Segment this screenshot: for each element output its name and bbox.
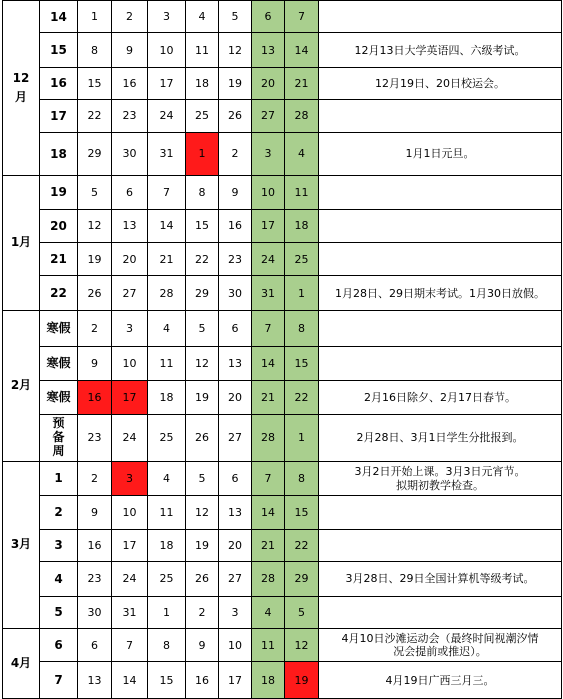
weekend-day-cell: 28 bbox=[252, 415, 285, 462]
event-note-line: 3月2日开始上课。3月3日元宵节。 bbox=[354, 465, 526, 479]
event-note bbox=[319, 310, 562, 346]
day-cell: 25 bbox=[186, 100, 219, 132]
calendar-week-row bbox=[3, 496, 562, 529]
day-cell: 19 bbox=[186, 529, 219, 561]
day-cell: 20 bbox=[219, 529, 252, 561]
day-cell: 22 bbox=[186, 243, 219, 276]
day-cell: 19 bbox=[78, 243, 112, 276]
calendar-week-row bbox=[3, 276, 562, 310]
event-note-line: 拟期初教学检查。 bbox=[396, 478, 484, 492]
day-cell: 23 bbox=[78, 562, 112, 596]
day-cell: 16 bbox=[78, 529, 112, 561]
day-cell: 5 bbox=[78, 176, 112, 209]
event-note bbox=[319, 243, 562, 276]
day-cell: 23 bbox=[219, 243, 252, 276]
day-cell: 11 bbox=[148, 496, 186, 529]
day-cell: 22 bbox=[78, 100, 112, 132]
calendar-week-row bbox=[3, 529, 562, 561]
month-label-text: 2月 bbox=[10, 378, 32, 393]
holiday-day-cell: 1 bbox=[186, 132, 219, 176]
day-cell: 27 bbox=[219, 415, 252, 462]
calendar-week-row bbox=[3, 67, 562, 99]
day-cell: 13 bbox=[78, 662, 112, 699]
weekend-day-cell: 27 bbox=[252, 100, 285, 132]
day-cell: 5 bbox=[219, 1, 252, 33]
week-number: 19 bbox=[40, 176, 78, 209]
day-cell: 13 bbox=[219, 347, 252, 380]
day-cell: 10 bbox=[112, 496, 148, 529]
day-cell: 26 bbox=[186, 562, 219, 596]
holiday-day-cell: 16 bbox=[78, 380, 112, 414]
event-note bbox=[319, 100, 562, 132]
weekend-day-cell: 31 bbox=[252, 276, 285, 310]
week-number: 22 bbox=[40, 276, 78, 310]
calendar-week-row bbox=[3, 380, 562, 414]
day-cell: 2 bbox=[112, 1, 148, 33]
calendar-week-row bbox=[3, 132, 562, 176]
day-cell: 27 bbox=[112, 276, 148, 310]
weekend-day-cell: 1 bbox=[285, 415, 319, 462]
weekend-day-cell: 11 bbox=[252, 628, 285, 661]
day-cell: 6 bbox=[219, 461, 252, 495]
day-cell: 10 bbox=[148, 33, 186, 67]
day-cell: 31 bbox=[112, 596, 148, 628]
day-cell: 2 bbox=[78, 310, 112, 346]
day-cell: 30 bbox=[112, 132, 148, 176]
event-note bbox=[319, 596, 562, 628]
weekend-day-cell: 25 bbox=[285, 243, 319, 276]
day-cell: 9 bbox=[78, 347, 112, 380]
month-label-text: 3月 bbox=[10, 537, 32, 552]
day-cell: 30 bbox=[78, 596, 112, 628]
week-number: 15 bbox=[40, 33, 78, 67]
day-cell: 25 bbox=[148, 415, 186, 462]
weekend-day-cell: 4 bbox=[252, 596, 285, 628]
weekend-day-cell: 17 bbox=[252, 209, 285, 242]
day-cell: 3 bbox=[148, 1, 186, 33]
weekend-day-cell: 13 bbox=[252, 33, 285, 67]
weekend-day-cell: 1 bbox=[285, 276, 319, 310]
calendar-week-row bbox=[3, 176, 562, 209]
week-number: 18 bbox=[40, 132, 78, 176]
calendar-week-row bbox=[3, 562, 562, 596]
day-cell: 19 bbox=[219, 67, 252, 99]
day-cell: 12 bbox=[78, 209, 112, 242]
week-number: 17 bbox=[40, 100, 78, 132]
holiday-day-cell: 17 bbox=[112, 380, 148, 414]
weekend-day-cell: 7 bbox=[252, 461, 285, 495]
day-cell: 16 bbox=[112, 67, 148, 99]
weekend-day-cell: 3 bbox=[252, 132, 285, 176]
event-note-line: 1月1日元旦。 bbox=[405, 147, 475, 161]
calendar-week-row bbox=[3, 662, 562, 699]
month-label bbox=[3, 310, 40, 461]
school-calendar-table bbox=[2, 0, 562, 699]
day-cell: 5 bbox=[186, 461, 219, 495]
calendar-week-row bbox=[3, 461, 562, 495]
day-cell: 9 bbox=[186, 628, 219, 661]
calendar-week-row bbox=[3, 209, 562, 242]
event-note-line: 2月16日除夕、2月17日春节。 bbox=[364, 390, 516, 404]
weekend-day-cell: 29 bbox=[285, 562, 319, 596]
day-cell: 26 bbox=[186, 415, 219, 462]
day-cell: 18 bbox=[148, 529, 186, 561]
day-cell: 12 bbox=[186, 496, 219, 529]
event-note bbox=[319, 33, 562, 67]
day-cell: 26 bbox=[219, 100, 252, 132]
day-cell: 8 bbox=[148, 628, 186, 661]
weekend-day-cell: 18 bbox=[285, 209, 319, 242]
week-number: 20 bbox=[40, 209, 78, 242]
month-label bbox=[3, 1, 40, 176]
event-note-line: 2月28日、3月1日学生分批报到。 bbox=[356, 431, 524, 445]
day-cell: 24 bbox=[148, 100, 186, 132]
weekend-day-cell: 24 bbox=[252, 243, 285, 276]
calendar-week-row bbox=[3, 1, 562, 33]
day-cell: 3 bbox=[219, 596, 252, 628]
weekend-day-cell: 22 bbox=[285, 529, 319, 561]
week-number: 3 bbox=[40, 529, 78, 561]
event-note-line: 3月28日、29日全国计算机等级考试。 bbox=[345, 572, 535, 586]
day-cell: 23 bbox=[78, 415, 112, 462]
weekend-day-cell: 14 bbox=[252, 496, 285, 529]
week-number: 5 bbox=[40, 596, 78, 628]
month-label-text: 4月 bbox=[10, 655, 32, 670]
weekend-day-cell: 6 bbox=[252, 1, 285, 33]
day-cell: 18 bbox=[148, 380, 186, 414]
day-cell: 15 bbox=[78, 67, 112, 99]
calendar-week-row bbox=[3, 33, 562, 67]
calendar-body bbox=[3, 1, 562, 699]
weekend-day-cell: 21 bbox=[285, 67, 319, 99]
day-cell: 2 bbox=[186, 596, 219, 628]
day-cell: 24 bbox=[112, 415, 148, 462]
day-cell: 17 bbox=[219, 662, 252, 699]
month-label bbox=[3, 461, 40, 628]
weekend-day-cell: 28 bbox=[252, 562, 285, 596]
day-cell: 29 bbox=[186, 276, 219, 310]
day-cell: 6 bbox=[112, 176, 148, 209]
event-note-line: 4月19日广西三月三。 bbox=[385, 673, 495, 687]
month-label-text: 12 bbox=[12, 70, 30, 85]
week-number: 2 bbox=[40, 496, 78, 529]
weekend-day-cell: 10 bbox=[252, 176, 285, 209]
week-number: 1 bbox=[40, 461, 78, 495]
event-note bbox=[319, 276, 562, 310]
day-cell: 23 bbox=[112, 100, 148, 132]
month-label bbox=[3, 176, 40, 311]
holiday-day-cell: 3 bbox=[112, 461, 148, 495]
event-note bbox=[319, 380, 562, 414]
calendar-week-row bbox=[3, 628, 562, 661]
calendar-week-row bbox=[3, 415, 562, 462]
day-cell: 9 bbox=[78, 496, 112, 529]
day-cell: 26 bbox=[78, 276, 112, 310]
day-cell: 1 bbox=[78, 1, 112, 33]
event-note bbox=[319, 461, 562, 495]
event-note bbox=[319, 562, 562, 596]
day-cell: 13 bbox=[112, 209, 148, 242]
weekend-day-cell: 8 bbox=[285, 310, 319, 346]
event-note bbox=[319, 628, 562, 661]
day-cell: 14 bbox=[148, 209, 186, 242]
day-cell: 2 bbox=[219, 132, 252, 176]
event-note bbox=[319, 1, 562, 33]
week-number: 寒假 bbox=[40, 380, 78, 414]
day-cell: 2 bbox=[78, 461, 112, 495]
day-cell: 27 bbox=[219, 562, 252, 596]
day-cell: 3 bbox=[112, 310, 148, 346]
event-note bbox=[319, 496, 562, 529]
weekend-day-cell: 20 bbox=[252, 67, 285, 99]
event-note bbox=[319, 415, 562, 462]
day-cell: 1 bbox=[148, 596, 186, 628]
weekend-day-cell: 12 bbox=[285, 628, 319, 661]
weekend-day-cell: 5 bbox=[285, 596, 319, 628]
calendar-week-row bbox=[3, 243, 562, 276]
calendar-week-row bbox=[3, 310, 562, 346]
day-cell: 16 bbox=[186, 662, 219, 699]
day-cell: 10 bbox=[219, 628, 252, 661]
day-cell: 8 bbox=[186, 176, 219, 209]
week-number: 7 bbox=[40, 662, 78, 699]
day-cell: 18 bbox=[186, 67, 219, 99]
day-cell: 17 bbox=[112, 529, 148, 561]
day-cell: 25 bbox=[148, 562, 186, 596]
day-cell: 9 bbox=[219, 176, 252, 209]
calendar-week-row bbox=[3, 596, 562, 628]
holiday-day-cell: 19 bbox=[285, 662, 319, 699]
day-cell: 10 bbox=[112, 347, 148, 380]
day-cell: 15 bbox=[186, 209, 219, 242]
day-cell: 28 bbox=[148, 276, 186, 310]
event-note-line: 况会提前或推迟）。 bbox=[393, 645, 487, 659]
day-cell: 7 bbox=[148, 176, 186, 209]
day-cell: 4 bbox=[148, 461, 186, 495]
weekend-day-cell: 7 bbox=[252, 310, 285, 346]
month-label bbox=[3, 628, 40, 698]
weekend-day-cell: 15 bbox=[285, 496, 319, 529]
month-label-text: 1月 bbox=[10, 235, 32, 250]
day-cell: 31 bbox=[148, 132, 186, 176]
day-cell: 8 bbox=[78, 33, 112, 67]
day-cell: 24 bbox=[112, 562, 148, 596]
weekend-day-cell: 15 bbox=[285, 347, 319, 380]
event-note-line: 1月28日、29日期末考试。1月30日放假。 bbox=[335, 286, 545, 300]
event-note-line: 12月19日、20日校运会。 bbox=[375, 76, 505, 90]
week-number: 6 bbox=[40, 628, 78, 661]
weekend-day-cell: 4 bbox=[285, 132, 319, 176]
day-cell: 15 bbox=[148, 662, 186, 699]
event-note bbox=[319, 662, 562, 699]
weekend-day-cell: 18 bbox=[252, 662, 285, 699]
day-cell: 9 bbox=[112, 33, 148, 67]
day-cell: 16 bbox=[219, 209, 252, 242]
week-number: 寒假 bbox=[40, 347, 78, 380]
event-note bbox=[319, 67, 562, 99]
day-cell: 14 bbox=[112, 662, 148, 699]
event-note bbox=[319, 176, 562, 209]
day-cell: 4 bbox=[148, 310, 186, 346]
event-note bbox=[319, 132, 562, 176]
weekend-day-cell: 21 bbox=[252, 529, 285, 561]
weekend-day-cell: 28 bbox=[285, 100, 319, 132]
week-number: 14 bbox=[40, 1, 78, 33]
week-number: 寒假 bbox=[40, 310, 78, 346]
day-cell: 6 bbox=[78, 628, 112, 661]
weekend-day-cell: 22 bbox=[285, 380, 319, 414]
week-number: 预备周 bbox=[40, 415, 78, 462]
day-cell: 12 bbox=[219, 33, 252, 67]
day-cell: 20 bbox=[112, 243, 148, 276]
weekend-day-cell: 7 bbox=[285, 1, 319, 33]
day-cell: 11 bbox=[148, 347, 186, 380]
weekend-day-cell: 11 bbox=[285, 176, 319, 209]
week-number: 16 bbox=[40, 67, 78, 99]
week-number: 21 bbox=[40, 243, 78, 276]
event-note bbox=[319, 209, 562, 242]
day-cell: 13 bbox=[219, 496, 252, 529]
day-cell: 7 bbox=[112, 628, 148, 661]
event-note bbox=[319, 529, 562, 561]
day-cell: 11 bbox=[186, 33, 219, 67]
weekend-day-cell: 14 bbox=[252, 347, 285, 380]
day-cell: 6 bbox=[219, 310, 252, 346]
weekend-day-cell: 21 bbox=[252, 380, 285, 414]
event-note bbox=[319, 347, 562, 380]
event-note-line: 12月13日大学英语四、六级考试。 bbox=[354, 43, 526, 57]
month-label-text: 月 bbox=[14, 90, 27, 105]
day-cell: 12 bbox=[186, 347, 219, 380]
day-cell: 30 bbox=[219, 276, 252, 310]
day-cell: 5 bbox=[186, 310, 219, 346]
day-cell: 19 bbox=[186, 380, 219, 414]
day-cell: 20 bbox=[219, 380, 252, 414]
weekend-day-cell: 8 bbox=[285, 461, 319, 495]
week-number: 4 bbox=[40, 562, 78, 596]
weekend-day-cell: 14 bbox=[285, 33, 319, 67]
event-note-line: 4月10日沙滩运动会（最终时间视潮汐情 bbox=[341, 631, 539, 645]
day-cell: 17 bbox=[148, 67, 186, 99]
day-cell: 21 bbox=[148, 243, 186, 276]
day-cell: 4 bbox=[186, 1, 219, 33]
calendar-week-row bbox=[3, 100, 562, 132]
day-cell: 29 bbox=[78, 132, 112, 176]
calendar-week-row bbox=[3, 347, 562, 380]
